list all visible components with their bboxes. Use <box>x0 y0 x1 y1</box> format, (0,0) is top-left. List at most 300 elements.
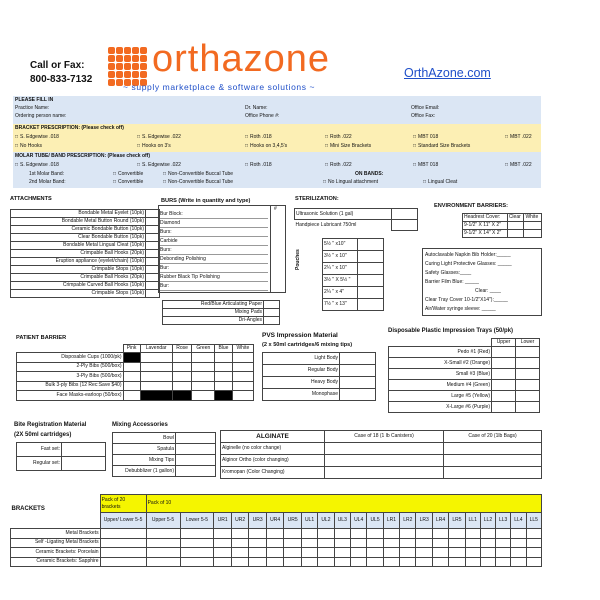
tray-upper-qty[interactable] <box>492 380 516 391</box>
alginate-item: Alginelle (no color change) <box>221 443 325 455</box>
barrier-qty-cell[interactable] <box>232 381 253 391</box>
rx-hooks-345[interactable]: □ Hooks on 3,4,5's <box>245 143 287 149</box>
molar-roth-022[interactable]: □ Roth .022 <box>325 162 352 168</box>
second-molar-convertible[interactable]: □ Convertible <box>113 179 143 185</box>
barrier-qty-cell[interactable] <box>232 353 253 363</box>
bracket-qty-cell[interactable] <box>180 557 214 567</box>
tagline: ~ supply marketplace & software solutions ~ <box>123 82 316 92</box>
bracket-qty-cell[interactable] <box>249 548 266 558</box>
bracket-qty-cell[interactable] <box>214 538 231 548</box>
bracket-qty-cell[interactable] <box>480 529 495 539</box>
pouches-table <box>322 238 384 311</box>
tray-upper-qty[interactable] <box>492 402 516 413</box>
barrier-qty-cell[interactable] <box>192 381 215 391</box>
bracket-qty-cell[interactable] <box>146 529 180 539</box>
burs-section <box>158 198 286 323</box>
bur-extra-qty[interactable] <box>264 309 280 317</box>
logo-dot <box>116 47 123 54</box>
bracket-qty-cell[interactable] <box>318 529 334 539</box>
barrier-qty-cell <box>215 391 233 401</box>
rx-s-edgewise-022[interactable]: □ S. Edgewise .022 <box>137 134 181 140</box>
second-molar-non-convertible[interactable]: □ Non-Convertible Buccal Tube <box>163 179 233 185</box>
tray-upper-qty[interactable] <box>492 347 516 358</box>
alginate-item: Kromopan (Color Changing) <box>221 467 325 479</box>
alginate-case20-qty[interactable] <box>444 443 542 455</box>
barrier-qty-cell[interactable] <box>123 372 140 382</box>
bracket-qty-cell[interactable] <box>100 538 146 548</box>
barrier-qty-cell[interactable] <box>140 362 172 372</box>
bracket-qty-cell[interactable] <box>214 529 231 539</box>
alginate-case18-header: Case of 18 (1 lb Canisters) <box>325 431 444 443</box>
form-info-section <box>13 96 541 124</box>
bracket-qty-cell[interactable] <box>400 557 416 567</box>
bracket-qty-cell[interactable] <box>465 529 480 539</box>
rx-mbt-018[interactable]: □ MBT 018 <box>413 134 438 140</box>
bracket-qty-cell[interactable] <box>383 548 399 558</box>
bracket-qty-cell[interactable] <box>496 557 511 567</box>
mixing-item: Spatula <box>113 444 176 455</box>
barrier-qty-cell[interactable] <box>140 353 172 363</box>
tray-lower-qty[interactable] <box>516 402 540 413</box>
headrest-size-1: 9-1/2" X 11" X 2" <box>463 222 508 230</box>
bracket-qty-cell[interactable] <box>318 548 334 558</box>
pouch-size: 5½ " x10" <box>323 239 358 251</box>
pvs-subtitle: (2 x 50ml cartridges/6 mixing tips) <box>262 342 353 348</box>
headrest-size-1-white[interactable] <box>524 222 542 230</box>
bracket-qty-cell[interactable] <box>318 538 334 548</box>
bracket-qty-cell[interactable] <box>334 548 350 558</box>
bracket-qty-cell[interactable] <box>526 557 541 567</box>
ordering-person-field[interactable]: Ordering person name: <box>15 113 67 119</box>
barrier-color-header: Blue <box>215 345 233 353</box>
bur-item: Diamond <box>160 219 268 228</box>
bracket-qty-cell[interactable] <box>214 557 231 567</box>
bur-item: Debonding Polishing <box>160 255 268 264</box>
bracket-qty-cell[interactable] <box>367 548 383 558</box>
attachments-table <box>10 209 160 298</box>
barrier-qty-cell[interactable] <box>140 381 172 391</box>
bracket-qty-cell[interactable] <box>334 529 350 539</box>
barrier-qty-cell[interactable] <box>140 372 172 382</box>
bite-subtitle: (2X 50ml cartridges) <box>14 432 72 438</box>
bracket-qty-cell[interactable] <box>231 557 248 567</box>
pvs-title: PVS Impression Material <box>262 332 338 339</box>
bracket-qty-cell[interactable] <box>480 538 495 548</box>
molar-s-edgewise-022[interactable]: □ S. Edgewise .022 <box>137 162 181 168</box>
brackets-corner <box>11 513 101 529</box>
bracket-qty-cell[interactable] <box>100 548 146 558</box>
alginate-case18-qty[interactable] <box>325 443 444 455</box>
tooth-header: LR5 <box>449 513 465 529</box>
pouch-size: 3½ " x 10" <box>323 251 358 263</box>
bracket-qty-cell[interactable] <box>416 548 432 558</box>
bracket-qty-cell[interactable] <box>231 538 248 548</box>
trays-table <box>388 338 540 413</box>
logo-dot <box>124 63 131 70</box>
bracket-qty-cell[interactable] <box>511 548 526 558</box>
logo-dot <box>140 47 147 54</box>
barrier-qty-cell[interactable] <box>123 362 140 372</box>
alginate-case18-qty[interactable] <box>325 455 444 467</box>
bur-item: Bur Block: <box>160 210 268 219</box>
bracket-qty-cell[interactable] <box>350 529 366 539</box>
environment-line[interactable]: Barrier Film Blue: _____ <box>425 279 479 285</box>
alginate-title: ALGINATE <box>221 431 325 443</box>
tooth-header: LL5 <box>526 513 541 529</box>
rx-no-hooks[interactable]: □ No Hooks <box>15 143 42 149</box>
bracket-qty-cell[interactable] <box>231 529 248 539</box>
bracket-qty-cell[interactable] <box>249 538 266 548</box>
bur-extra-item: Mixing Pads <box>163 309 264 317</box>
bracket-qty-cell[interactable] <box>284 548 301 558</box>
barrier-item: Face Masks-earloop (50/box) <box>17 391 124 401</box>
barrier-qty-cell[interactable] <box>215 353 233 363</box>
tooth-header: LR4 <box>432 513 448 529</box>
dr-name-field[interactable]: Dr. Name: <box>245 105 268 111</box>
barrier-qty-cell[interactable] <box>232 362 253 372</box>
bracket-qty-cell[interactable] <box>350 557 366 567</box>
bur-extra-qty[interactable] <box>264 301 280 309</box>
barrier-qty-cell <box>123 353 140 363</box>
tray-item: Large #5 (Yellow) <box>389 391 492 402</box>
bracket-qty-cell[interactable] <box>266 529 283 539</box>
bracket-qty-cell[interactable] <box>526 548 541 558</box>
molar-mbt-022[interactable]: □ MBT .022 <box>505 162 532 168</box>
bracket-qty-cell[interactable] <box>480 548 495 558</box>
barrier-qty-cell[interactable] <box>123 381 140 391</box>
pvs-qty[interactable] <box>340 377 376 389</box>
headrest-size-1-clear[interactable] <box>507 222 524 230</box>
bracket-qty-cell[interactable] <box>318 557 334 567</box>
bracket-qty-cell[interactable] <box>249 529 266 539</box>
logo-dot <box>108 47 115 54</box>
bite-item: Regular set: <box>17 457 62 471</box>
bracket-qty-cell[interactable] <box>350 548 366 558</box>
brand-name: orthazone <box>152 38 331 80</box>
attachment-item: Crimpable Stops (10pk) <box>11 266 146 274</box>
alginate-table <box>220 430 542 479</box>
rx-standard-size[interactable]: □ Standard Size Brackets <box>413 143 470 149</box>
logo-dot <box>140 71 147 78</box>
handpiece-lubricant: Handpiece Lubricant 750ml <box>295 221 357 228</box>
bracket-qty-cell[interactable] <box>449 538 465 548</box>
barrier-color-header: Pink <box>123 345 140 353</box>
bracket-qty-cell[interactable] <box>350 538 366 548</box>
bracket-qty-cell[interactable] <box>367 529 383 539</box>
mixing-qty[interactable] <box>176 433 216 444</box>
environment-section <box>422 198 542 318</box>
bracket-qty-cell[interactable] <box>301 538 317 548</box>
bracket-qty-cell[interactable] <box>214 548 231 558</box>
bracket-qty-cell[interactable] <box>496 529 511 539</box>
barrier-qty-cell[interactable] <box>172 372 192 382</box>
upper-lower-header: Upper/ Lower 5-5 <box>100 513 146 529</box>
rx-s-edgewise-018[interactable]: □ S. Edgewise .018 <box>15 134 59 140</box>
tooth-header: LL1 <box>465 513 480 529</box>
mixing-item: Mixing Tips <box>113 455 176 466</box>
tray-upper-qty[interactable] <box>492 358 516 369</box>
bracket-qty-cell[interactable] <box>465 548 480 558</box>
molar-roth-018[interactable]: □ Roth .018 <box>245 162 272 168</box>
no-lingual-attachment[interactable]: □ No Lingual attachment <box>323 179 378 185</box>
bracket-qty-cell[interactable] <box>284 529 301 539</box>
bracket-qty-cell[interactable] <box>334 557 350 567</box>
barrier-color-header: Lavendar <box>140 345 172 353</box>
tooth-header: LL3 <box>496 513 511 529</box>
pouch-qty[interactable] <box>358 251 384 263</box>
logo-dot <box>132 71 139 78</box>
pvs-qty[interactable] <box>340 389 376 401</box>
attachment-item: Ceramic Bondable Button (10pk) <box>11 226 146 234</box>
alginate-case18-qty[interactable] <box>325 467 444 479</box>
pouch-qty[interactable] <box>358 239 384 251</box>
alginate-case20-qty[interactable] <box>444 455 542 467</box>
environment-line[interactable]: Autoclavable Napkin Bib Holder:_____ <box>425 252 511 258</box>
rx-hooks-3[interactable]: □ Hooks on 3's <box>137 143 171 149</box>
molar-mbt-018[interactable]: □ MBT 018 <box>413 162 438 168</box>
burs-title: BURS (Write in quantity and type) <box>161 198 251 204</box>
bracket-qty-cell[interactable] <box>480 557 495 567</box>
mixing-qty[interactable] <box>176 466 216 477</box>
tooth-header: UL2 <box>318 513 334 529</box>
tooth-header: UR1 <box>214 513 231 529</box>
logo-dot <box>132 47 139 54</box>
bracket-qty-cell[interactable] <box>301 548 317 558</box>
mixing-item: Debubblizer (1 gallon) <box>113 466 176 477</box>
pouch-qty[interactable] <box>358 275 384 287</box>
mixing-item: Bowl <box>113 433 176 444</box>
pvs-table <box>262 352 376 401</box>
bracket-qty-cell[interactable] <box>416 557 432 567</box>
sterilization-title: STERILIZATION: <box>295 196 339 202</box>
tray-lower-qty[interactable] <box>516 391 540 402</box>
bracket-qty-cell[interactable] <box>511 538 526 548</box>
environment-line[interactable]: Air/Water syringe sleeve: _____ <box>425 306 496 312</box>
bracket-qty-cell[interactable] <box>249 557 266 567</box>
trays-lower-header: Lower <box>516 339 540 347</box>
bracket-qty-cell[interactable] <box>367 557 383 567</box>
barrier-qty-cell[interactable] <box>192 391 215 401</box>
environment-line[interactable]: Clear Tray Cover 10-1/2"X14"):_____ <box>425 297 508 303</box>
barrier-qty-cell[interactable] <box>232 391 253 401</box>
bite-qty[interactable] <box>62 457 106 471</box>
pvs-qty[interactable] <box>340 365 376 377</box>
bracket-qty-cell[interactable] <box>180 529 214 539</box>
logo-dot <box>108 55 115 62</box>
practice-name-field[interactable]: Practice Name: <box>15 105 50 111</box>
bur-extra-qty[interactable] <box>264 317 280 325</box>
pouch-size: 2¼ " x 4" <box>323 287 358 299</box>
lingual-cleat[interactable]: □ Lingual Cleat <box>423 179 457 185</box>
barrier-qty-cell[interactable] <box>192 362 215 372</box>
bracket-qty-cell[interactable] <box>146 548 180 558</box>
bracket-qty-cell[interactable] <box>465 557 480 567</box>
bracket-qty-cell[interactable] <box>301 557 317 567</box>
bracket-qty-cell[interactable] <box>526 538 541 548</box>
bracket-qty-cell[interactable] <box>449 529 465 539</box>
environment-lines-box <box>422 248 542 316</box>
bracket-qty-cell[interactable] <box>100 529 146 539</box>
ultrasonic-qty[interactable] <box>392 209 418 220</box>
pouch-qty[interactable] <box>358 263 384 275</box>
bracket-qty-cell[interactable] <box>400 548 416 558</box>
bracket-qty-cell[interactable] <box>284 538 301 548</box>
attachment-item: Crimpable Curved Ball Hooks (10pk) <box>11 282 146 290</box>
tooth-header: UR3 <box>249 513 266 529</box>
bite-qty[interactable] <box>62 443 106 457</box>
barrier-qty-cell[interactable] <box>215 381 233 391</box>
bracket-qty-cell[interactable] <box>231 548 248 558</box>
barrier-qty-cell[interactable] <box>215 362 233 372</box>
tooth-header: LR1 <box>383 513 399 529</box>
bracket-qty-cell[interactable] <box>301 529 317 539</box>
website-link[interactable]: OrthAzone.com <box>404 66 491 80</box>
barrier-qty-cell[interactable] <box>192 353 215 363</box>
rx-mini-size[interactable]: □ Mini Size Brackets <box>325 143 371 149</box>
bracket-qty-cell[interactable] <box>100 557 146 567</box>
bracket-qty-cell[interactable] <box>449 548 465 558</box>
barrier-qty-cell[interactable] <box>232 372 253 382</box>
mixing-qty[interactable] <box>176 455 216 466</box>
logo-dot <box>116 79 123 86</box>
burs-hash: # <box>274 206 277 212</box>
bracket-qty-cell[interactable] <box>526 529 541 539</box>
barrier-qty-cell[interactable] <box>172 362 192 372</box>
brackets-table <box>10 494 542 567</box>
headrest-size-2-white[interactable] <box>524 230 542 238</box>
environment-line[interactable]: Curing Light Protective Glasses: _____ <box>425 261 512 267</box>
bracket-qty-cell[interactable] <box>416 529 432 539</box>
pouch-size: 7½ " x 13" <box>323 299 358 311</box>
bracket-qty-cell[interactable] <box>400 538 416 548</box>
tray-lower-qty[interactable] <box>516 358 540 369</box>
tooth-header: LR2 <box>400 513 416 529</box>
barrier-qty-cell[interactable] <box>172 381 192 391</box>
bracket-qty-cell[interactable] <box>367 538 383 548</box>
bracket-qty-cell[interactable] <box>146 538 180 548</box>
bracket-qty-cell[interactable] <box>432 548 448 558</box>
logo-dot <box>116 71 123 78</box>
tray-lower-qty[interactable] <box>516 380 540 391</box>
office-phone-field[interactable]: Office Phone #: <box>245 113 280 119</box>
molar-s-edgewise-018[interactable]: □ S. Edgewise .018 <box>15 162 59 168</box>
bur-extra-item: Dri-Angles <box>163 317 264 325</box>
bracket-qty-cell[interactable] <box>432 538 448 548</box>
barrier-qty-cell[interactable] <box>123 391 140 401</box>
bracket-qty-cell[interactable] <box>266 557 283 567</box>
tooth-header: LL4 <box>511 513 526 529</box>
mixing-title: Mixing Accessories <box>112 422 168 428</box>
environment-line[interactable]: Safety Glasses:____ <box>425 270 472 276</box>
tray-item: Pedo #1 (Red) <box>389 347 492 358</box>
barrier-qty-cell <box>172 391 192 401</box>
attachment-item: Clear Bondable Button (10pk) <box>11 234 146 242</box>
logo-dot <box>116 55 123 62</box>
rx-roth-022[interactable]: □ Roth .022 <box>325 134 352 140</box>
barrier-item: 3-Ply Bibs (500/box) <box>17 372 124 382</box>
tray-lower-qty[interactable] <box>516 369 540 380</box>
logo-dot <box>108 63 115 70</box>
rx-mbt-022[interactable]: □ MBT .022 <box>505 134 532 140</box>
bracket-qty-cell[interactable] <box>266 538 283 548</box>
lubricant-qty[interactable] <box>392 220 418 231</box>
molar-rx-title: MOLAR TUBE/ BAND PRESCRIPTION: (Please check off) <box>15 153 151 159</box>
tray-lower-qty[interactable] <box>516 347 540 358</box>
bracket-row-label: Ceramic Brackets: Porcelain <box>11 548 101 558</box>
trays-title: Disposable Plastic Impression Trays (50/pk) <box>388 328 514 334</box>
bracket-qty-cell[interactable] <box>416 538 432 548</box>
bracket-qty-cell[interactable] <box>511 557 526 567</box>
bur-item: Carbide <box>160 237 268 246</box>
attachment-item: Bondable Metal Eyelet (10pk) <box>11 210 146 218</box>
headrest-size-2-clear[interactable] <box>507 230 524 238</box>
bracket-qty-cell[interactable] <box>383 557 399 567</box>
burs-qty-column <box>270 205 286 293</box>
bracket-qty-cell[interactable] <box>284 557 301 567</box>
barrier-color-header: Rose <box>172 345 192 353</box>
bracket-qty-cell[interactable] <box>465 538 480 548</box>
sterilization-solutions-table <box>294 208 418 231</box>
tray-upper-qty[interactable] <box>492 391 516 402</box>
bracket-qty-cell[interactable] <box>496 538 511 548</box>
pouch-qty[interactable] <box>358 287 384 299</box>
bracket-qty-cell[interactable] <box>383 538 399 548</box>
barrier-qty-cell[interactable] <box>172 353 192 363</box>
attachments-title: ATTACHMENTS <box>10 196 52 202</box>
pack-10-header: Pack of 10 <box>146 495 541 513</box>
first-molar-non-convertible[interactable]: □ Non-Convertible Buccal Tube <box>163 171 233 177</box>
tooth-header: UR4 <box>266 513 283 529</box>
headrest-label: Headrest Cover: <box>463 214 508 222</box>
bracket-qty-cell[interactable] <box>266 548 283 558</box>
pvs-qty[interactable] <box>340 353 376 365</box>
alginate-case20-qty[interactable] <box>444 467 542 479</box>
environment-line[interactable]: Clear: ____ <box>475 288 501 294</box>
mixing-table <box>112 432 216 477</box>
bracket-qty-cell[interactable] <box>334 538 350 548</box>
rx-roth-018[interactable]: □ Roth .018 <box>245 134 272 140</box>
pack-20-header: Pack of 20 brackets <box>100 495 146 513</box>
bur-item: Bur: <box>160 282 268 291</box>
barrier-qty-cell[interactable] <box>215 372 233 382</box>
lower-55-header: Lower 5-5 <box>180 513 214 529</box>
first-molar-convertible[interactable]: □ Convertible <box>113 171 143 177</box>
office-fax-field[interactable]: Office Fax: <box>411 113 436 119</box>
logo-dot <box>140 63 147 70</box>
bracket-qty-cell[interactable] <box>180 548 214 558</box>
tray-upper-qty[interactable] <box>492 369 516 380</box>
tooth-header: UL5 <box>367 513 383 529</box>
bracket-qty-cell[interactable] <box>432 557 448 567</box>
bracket-qty-cell[interactable] <box>383 529 399 539</box>
logo-icon <box>108 47 147 86</box>
tray-item: X-Large #6 (Purple) <box>389 402 492 413</box>
mixing-qty[interactable] <box>176 444 216 455</box>
bracket-qty-cell[interactable] <box>400 529 416 539</box>
bracket-qty-cell[interactable] <box>449 557 465 567</box>
bracket-qty-cell[interactable] <box>146 557 180 567</box>
barrier-qty-cell[interactable] <box>192 372 215 382</box>
tooth-header: LL2 <box>480 513 495 529</box>
bracket-qty-cell[interactable] <box>180 538 214 548</box>
bracket-qty-cell[interactable] <box>511 529 526 539</box>
bracket-qty-cell[interactable] <box>432 529 448 539</box>
barrier-color-header: Green <box>192 345 215 353</box>
bracket-qty-cell[interactable] <box>496 548 511 558</box>
bracket-rx-title: BRACKET PRESCRIPTION: (Please check off) <box>15 125 124 131</box>
pouch-qty[interactable] <box>358 299 384 311</box>
office-email-field[interactable]: Office Email: <box>411 105 440 111</box>
